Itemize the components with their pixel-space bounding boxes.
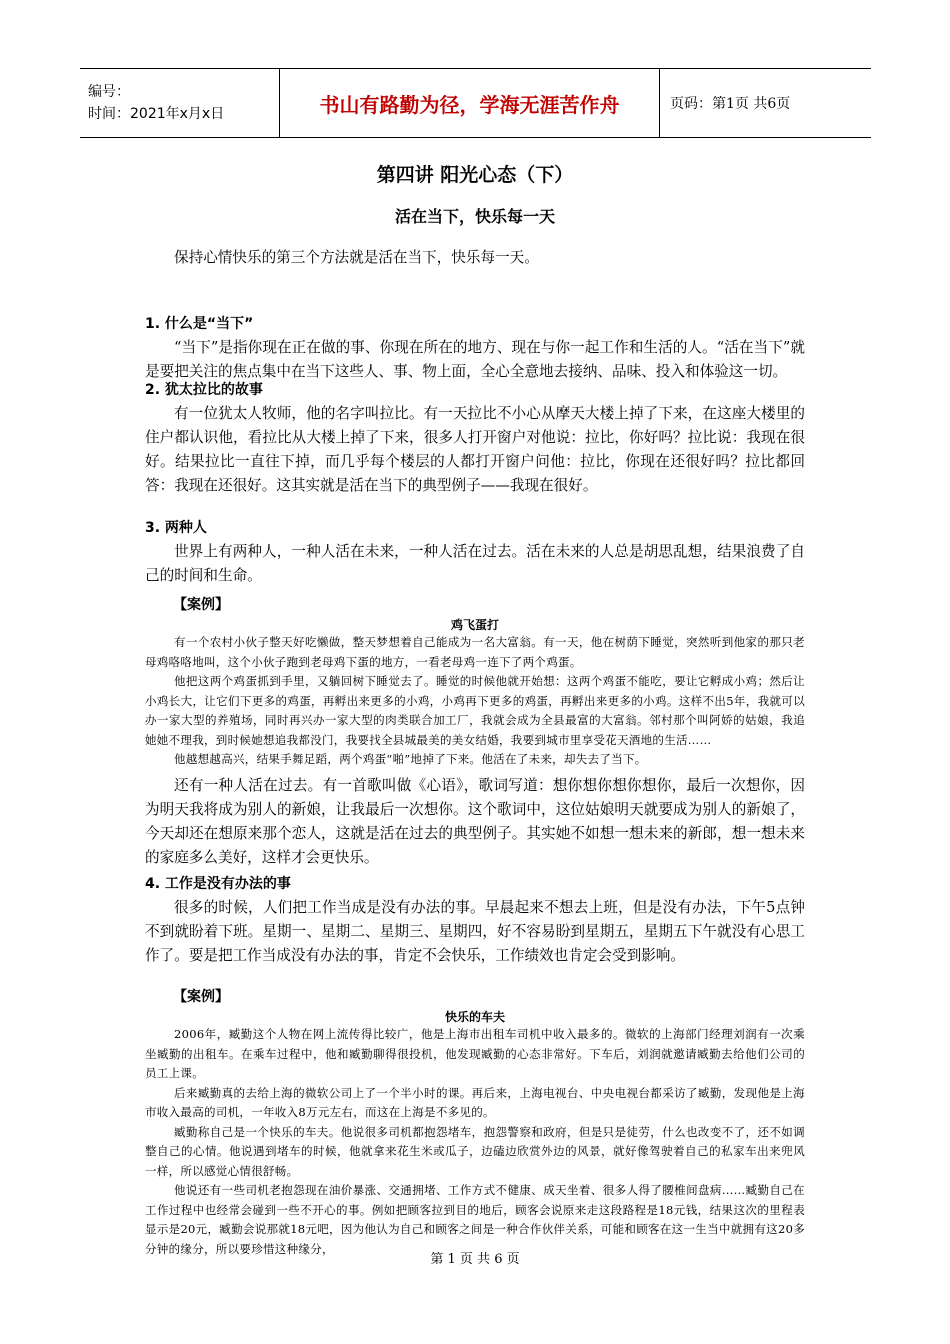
doc-number-label: 编号： xyxy=(88,84,130,100)
section-3-continued xyxy=(145,774,805,870)
section-1 xyxy=(145,312,805,384)
case-label: 【案例】 xyxy=(173,989,229,1005)
header-motto: 书山有路勤为径，学海无涯苦作舟 xyxy=(280,69,660,137)
section-heading: 4. 工作是没有办法的事 xyxy=(145,876,291,892)
case-label: 【案例】 xyxy=(173,597,229,613)
lecture-subtitle: 活在当下，快乐每一天 xyxy=(394,207,555,226)
case-paragraph: 后来臧勤真的去给上海的微软公司上了一个半小时的课。再后来，上海电视台、中央电视台都采访了臧勤，发现他是上海市收入最高的司机，一年收入8万元左右，而这在上海是不多见的。 xyxy=(145,1085,805,1119)
section-heading: 1. 什么是“当下” xyxy=(145,316,254,332)
case-paragraph: 2006年，臧勤这个人物在网上流传得比较广，他是上海市出租车司机中收入最多的。微软的上海部门经理刘润有一次乘坐臧勤的出租车。在乘车过程中，他和臧勤聊得很投机，他发现臧勤的心态非常好。下车后，刘润就邀请臧勤去给他们公司的员工上课。 xyxy=(145,1027,805,1080)
case-paragraph: 他说还有一些司机老抱怨现在油价暴涨、交通拥堵、工作方式不健康、成天坐着、很多人得了腰椎间盘病……臧勤自己在工作过程中也经常会碰到一些不开心的事。例如把顾客拉到目的地后，顾客会说原来走这段路程是18元钱，结果这次的里程表显示是20元，臧勤会说那就18元吧，因为他认为自己和顾客之间是一种合作伙伴关系，可能和顾客在这一生当中就拥有这20多分钟的缘分，所以要珍惜这种缘分， xyxy=(145,1183,805,1256)
lecture-title: 第四讲 阳光心态（下） xyxy=(376,164,574,186)
section-body: 世界上有两种人，一种人活在未来，一种人活在过去。活在未来的人总是胡思乱想，结果浪费了自己的时间和生命。 xyxy=(145,543,805,584)
page-footer: 第 1 页 共 6 页 xyxy=(430,1252,520,1267)
section-body: 很多的时候，人们把工作当成是没有办法的事。早晨起来不想去上班，但是没有办法，下午5点钟不到就盼着下班。星期一、星期二、星期三、星期四，好不容易盼到星期五，星期五下午就没有心思工作了。要是把工作当成没有办法的事，肯定不会快乐，工作绩效也肯定会受到影响。 xyxy=(145,899,805,964)
section-4 xyxy=(145,872,805,968)
case-title: 鸡飞蛋打 xyxy=(450,618,499,632)
section-heading: 3. 两种人 xyxy=(145,520,207,536)
section-3 xyxy=(145,516,805,588)
case-2 xyxy=(145,986,805,1259)
case-paragraph: 他越想越高兴，结果手舞足蹈，两个鸡蛋“啪”地掉了下来。他活在了未来，却失去了当下。 xyxy=(174,752,647,766)
page-header xyxy=(80,68,871,138)
case-paragraph: 他把这两个鸡蛋抓到手里，又躺回树下睡觉去了。睡觉的时候他就开始想：这两个鸡蛋不能吃，要让它孵成小鸡；然后让小鸡长大，让它们下更多的鸡蛋，再孵出来更多的小鸡，小鸡再下更多的鸡蛋，再孵出来更多的小鸡。这样不出5年，我就可以办一家大型的养殖场，同时再兴办一家大型的肉类联合加工厂，我就会成为全县最富的大富翁。邻村那个叫阿娇的姑娘，我追她她不理我，到时候她想追我都没门，我要找全县城最美的美女结婚，我要到城市里享受花天酒地的生活…… xyxy=(145,674,805,747)
section-heading: 2. 犹太拉比的故事 xyxy=(145,382,263,398)
case-paragraph: 臧勤称自己是一个快乐的车夫。他说很多司机都抱怨堵车，抱怨警察和政府，但是只是徒劳，什么也改变不了，还不如调整自己的心情。他说遇到堵车的时候，他就拿来花生米或瓜子，边磕边欣赏外边的风景，就好像驾驶着自己的私家车出来兜风一样，所以感觉心情很舒畅。 xyxy=(145,1124,805,1178)
section-body: “当下”是指你现在正在做的事、你现在所在的地方、现在与你一起工作和生活的人。“活在当下”就是要把关注的焦点集中在当下这些人、事、物上面，全心全意地去接纳、品味、投入和体验这一切。 xyxy=(145,339,805,380)
case-1 xyxy=(145,594,805,770)
header-page-info: 页码：第1页 共6页 xyxy=(670,96,791,112)
intro-paragraph: 保持心情快乐的第三个方法就是活在当下，快乐每一天。 xyxy=(174,249,539,266)
case-title: 快乐的车夫 xyxy=(444,1010,505,1024)
section-2 xyxy=(145,378,805,498)
section-body: 有一位犹太人牧师，他的名字叫拉比。有一天拉比不小心从摩天大楼上掉了下来，在这座大楼里的住户都认识他，看拉比从大楼上掉了下来，很多人打开窗户对他说：拉比，你好吗？拉比说：我现在很好。结果拉比一直往下掉，而几乎每个楼层的人都打开窗户问他：拉比，你现在还很好吗？拉比都回答：我现在还很好。这其实就是活在当下的典型例子——我现在很好。 xyxy=(145,405,805,494)
section-body: 还有一种人活在过去。有一首歌叫做《心语》，歌词写道：想你想你想你想你，最后一次想你，因为明天我将成为别人的新娘，让我最后一次想你。这个歌词中，这位姑娘明天就要成为别人的新娘了，今天却还在想原来那个恋人，这就是活在过去的典型例子。其实她不如想一想未来的新郎，想一想未来的家庭多么美好，这样才会更快乐。 xyxy=(145,777,805,866)
doc-date: 时间：2021年x月x日 xyxy=(88,106,225,122)
case-paragraph: 有一个农村小伙子整天好吃懒做，整天梦想着自己能成为一名大富翁。有一天，他在树荫下睡觉，突然听到他家的那只老母鸡咯咯地叫，这个小伙子跑到老母鸡下蛋的地方，一看老母鸡一连下了两个鸡蛋。 xyxy=(145,635,805,669)
header-meta xyxy=(80,69,280,137)
